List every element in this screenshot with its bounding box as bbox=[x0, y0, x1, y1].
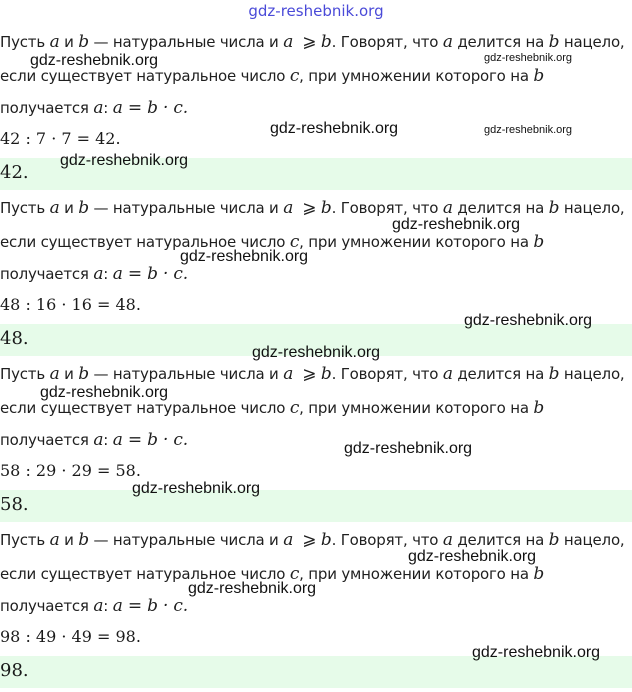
calculation: 58 : 29 · 29 = 58. bbox=[0, 461, 141, 480]
definition-line-3: получается a: a = b · c. bbox=[0, 264, 188, 284]
example-block-4 bbox=[0, 526, 632, 692]
definition-line-1: Пусть a и b — натуральные числа и a ⩾ b. Говорят, что a делится на b нацело, bbox=[0, 32, 625, 52]
definition-line-2: если существует натуральное число c, при умножении которого на b bbox=[0, 398, 545, 418]
watermark: gdz-reshebnik.org bbox=[252, 344, 381, 361]
definition-line-3: получается a: a = b · c. bbox=[0, 430, 188, 450]
watermark: gdz-reshebnik.org bbox=[188, 580, 317, 597]
watermark: gdz-reshebnik.org bbox=[464, 312, 593, 329]
watermark: gdz-reshebnik.org bbox=[132, 480, 261, 497]
watermark: gdz-reshebnik.org bbox=[484, 52, 573, 64]
watermark: gdz-reshebnik.org bbox=[30, 52, 159, 69]
answer: 58. bbox=[0, 494, 29, 515]
watermark: gdz-reshebnik.org bbox=[60, 152, 189, 169]
definition-line-1: Пусть a и b — натуральные числа и a ⩾ b. Говорят, что a делится на b нацело, bbox=[0, 530, 625, 550]
watermark: gdz-reshebnik.org bbox=[408, 548, 537, 565]
calculation: 48 : 16 · 16 = 48. bbox=[0, 295, 141, 314]
definition-line-2: если существует натуральное число c, при умножении которого на b bbox=[0, 66, 545, 86]
answer-row bbox=[0, 490, 632, 522]
watermark: gdz-reshebnik.org bbox=[344, 440, 473, 457]
definition-line-3: получается a: a = b · c. bbox=[0, 98, 188, 118]
definition-line-1: Пусть a и b — натуральные числа и a ⩾ b. Говорят, что a делится на b нацело, bbox=[0, 198, 625, 218]
answer: 42. bbox=[0, 162, 29, 183]
example-block-2 bbox=[0, 194, 632, 360]
calculation: 98 : 49 · 49 = 98. bbox=[0, 627, 141, 646]
answer: 98. bbox=[0, 660, 29, 681]
definition-line-2: если существует натуральное число c, при умножении которого на b bbox=[0, 232, 545, 252]
watermark: gdz-reshebnik.org bbox=[270, 120, 399, 137]
watermark: gdz-reshebnik.org bbox=[484, 124, 573, 136]
watermark: gdz-reshebnik.org bbox=[472, 644, 601, 661]
header-watermark: gdz-reshebnik.org bbox=[248, 2, 384, 20]
definition-line-3: получается a: a = b · c. bbox=[0, 596, 188, 616]
definition-line-2: если существует натуральное число c, при умножении которого на b bbox=[0, 564, 545, 584]
definition-line-1: Пусть a и b — натуральные числа и a ⩾ b. Говорят, что a делится на b нацело, bbox=[0, 364, 625, 384]
watermark: gdz-reshebnik.org bbox=[40, 384, 169, 401]
watermark: gdz-reshebnik.org bbox=[180, 248, 309, 265]
answer: 48. bbox=[0, 328, 29, 349]
calculation: 42 : 7 · 7 = 42. bbox=[0, 129, 121, 148]
watermark: gdz-reshebnik.org bbox=[392, 216, 521, 233]
